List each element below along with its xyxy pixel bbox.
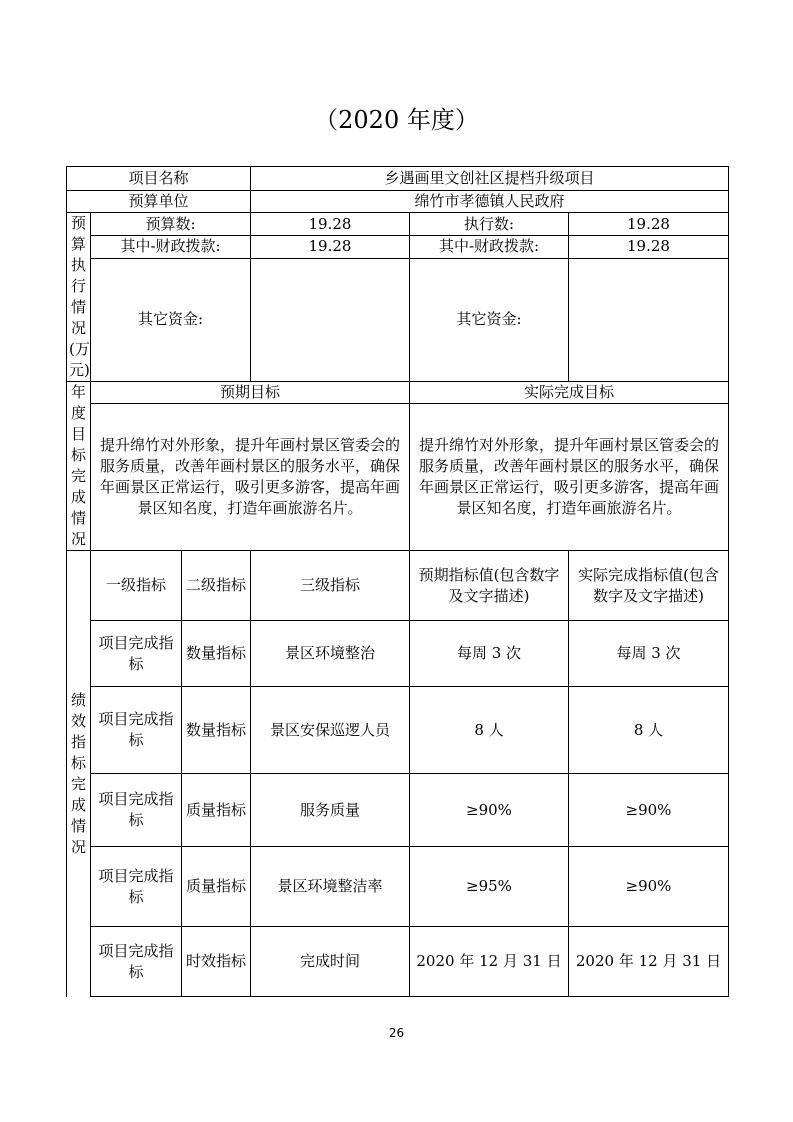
actual-goal-text: 提升绵竹对外形象，提升年画村景区管委会的服务质量，改善年画村景区的服务水平，确保年画景区正常运行，吸引更多游客，提高年画景区知名度，打造年画旅游名片。 [410,404,729,551]
executed-amount-label: 执行数: [410,213,569,236]
performance-report-table [66,166,729,997]
row-level3: 景区安保巡逻人员 [251,687,410,774]
row-level3: 景区环境整洁率 [251,847,410,927]
actual-goal-header: 实际完成目标 [410,382,729,404]
table-row [67,621,729,687]
budget-other-funds-value [251,258,410,381]
row-actual: 每周 3 次 [569,621,729,687]
row-level1: 项目完成指标 [91,621,182,687]
budget-amount-label: 预算数: [91,213,251,236]
row-level3: 完成时间 [251,927,410,997]
executed-other-funds-label: 其它资金: [410,258,569,381]
page-number: 26 [388,1026,405,1040]
budget-unit-value: 绵竹市孝德镇人民政府 [251,191,729,213]
row-actual: ≥90% [569,774,729,847]
header-actual-value: 实际完成指标值(包含数字及文字描述) [569,551,729,621]
executed-fiscal-value: 19.28 [569,236,729,258]
project-name-value: 乡遇画里文创社区提档升级项目 [251,167,729,191]
budget-fiscal-label: 其中-财政拨款: [91,236,251,258]
header-level3: 三级指标 [251,551,410,621]
executed-amount-value: 19.28 [569,213,729,236]
table-row [67,847,729,927]
row-expected: ≥90% [410,774,569,847]
budget-amount-value: 19.28 [251,213,410,236]
row-level2: 数量指标 [182,687,251,774]
executed-fiscal-label: 其中-财政拨款: [410,236,569,258]
header-level2: 二级指标 [182,551,251,621]
row-level2: 质量指标 [182,774,251,847]
table-row [67,774,729,847]
budget-section-label: 预 算 执 行 情 况 (万 元) [67,213,91,382]
budget-other-funds-label: 其它资金: [91,258,251,381]
row-level3: 景区环境整治 [251,621,410,687]
header-expected-value: 预期指标值(包含数字及文字描述) [410,551,569,621]
row-expected: 每周 3 次 [410,621,569,687]
budget-fiscal-value: 19.28 [251,236,410,258]
row-actual: 2020 年 12 月 31 日 [569,927,729,997]
row-actual: 8 人 [569,687,729,774]
row-level2: 时效指标 [182,927,251,997]
page-title: （2020 年度） [314,106,479,134]
row-actual: ≥90% [569,847,729,927]
budget-unit-label: 预算单位 [67,191,251,213]
table-row [67,927,729,997]
row-level2: 质量指标 [182,847,251,927]
executed-other-funds-value [569,258,729,381]
project-name-label: 项目名称 [67,167,251,191]
goals-section-label: 年 度 目 标 完 成 情 况 [67,382,91,551]
row-level1: 项目完成指标 [91,927,182,997]
row-expected: 8 人 [410,687,569,774]
expected-goal-text: 提升绵竹对外形象，提升年画村景区管委会的服务质量，改善年画村景区的服务水平，确保年画景区正常运行，吸引更多游客，提高年画景区知名度，打造年画旅游名片。 [91,404,410,551]
row-level3: 服务质量 [251,774,410,847]
row-expected: ≥95% [410,847,569,927]
row-level1: 项目完成指标 [91,687,182,774]
row-level2: 数量指标 [182,621,251,687]
row-level1: 项目完成指标 [91,774,182,847]
table-row [67,687,729,774]
row-expected: 2020 年 12 月 31 日 [410,927,569,997]
expected-goal-header: 预期目标 [91,382,410,404]
header-level1: 一级指标 [91,551,182,621]
row-level1: 项目完成指标 [91,847,182,927]
performance-section-label: 绩 效 指 标 完 成 情 况 [67,551,91,997]
